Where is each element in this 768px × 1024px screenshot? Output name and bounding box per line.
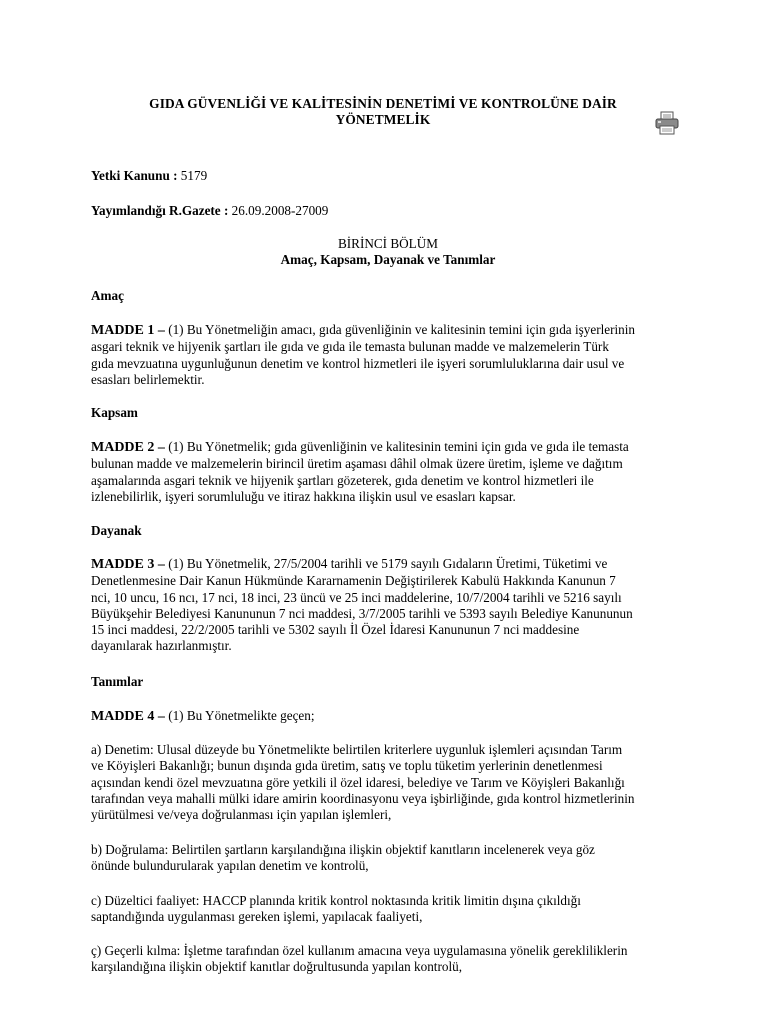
madde-1-line: gıda mevzuatına uygunluğunun denetim ve kontrol hizmetleri ile işyeri sorumluluklarına dair usul ve xyxy=(91,355,625,371)
printer-icon[interactable] xyxy=(654,111,680,135)
madde-4 xyxy=(91,708,685,725)
title-line-2: YÖNETMELİK xyxy=(335,112,431,127)
yayim-gazete xyxy=(91,203,685,219)
madde-3-line: dayanılarak hazırlanmıştır. xyxy=(91,638,232,654)
heading-kapsam: Kapsam xyxy=(91,405,138,420)
definition-cc xyxy=(91,943,685,976)
definition-line: ve Köyişleri Bakanlığı; bunun dışında gıda üretim, satış ve toplu tüketim yerlerinin denetlenmesi xyxy=(91,758,603,774)
madde-3-label: MADDE 3 – xyxy=(91,557,165,572)
madde-2-line: izlenebilirlik, işyeri sorumluluğu ve itiraz hakkına ilişkin usul ve esasları kapsar. xyxy=(91,488,516,504)
yayim-label: Yayımlandığı R.Gazete : xyxy=(91,203,229,218)
title-line-1: GIDA GÜVENLİĞİ VE KALİTESİNİN DENETİMİ VE KONTROLÜNE DAİR xyxy=(149,96,617,111)
madde-3-line: Büyükşehir Belediyesi Kanununun 7 nci maddesi, 3/7/2005 tarihli ve 5393 sayılı Belediye Kanununun xyxy=(91,605,633,621)
heading-amac: Amaç xyxy=(91,288,124,303)
madde-3 xyxy=(91,556,685,655)
madde-2-line: aşamalarında asgari teknik ve hijyenik şartları gözeterek, gıda denetim ve kontrol hizmetleri ile xyxy=(91,472,594,488)
definition-line: tarafından veya mahalli mülki idare amirin koordinasyonu veya işbirliğinde, gıda kontrol hizmetlerinin xyxy=(91,790,635,806)
definition-c xyxy=(91,893,685,926)
madde-1-line: MADDE 1 – (1) Bu Yönetmeliğin amacı, gıda güvenliğinin ve kalitesinin temini için gıda işyerlerinin xyxy=(91,322,636,338)
madde-2 xyxy=(91,439,685,505)
madde-4-label: MADDE 4 – xyxy=(91,709,165,724)
part-heading xyxy=(91,236,685,269)
definition-line: açısından kendi özel mevzuatına göre yetkili il özel idaresi, belediye ve Tarım ve Köyişleri Bakanlığı xyxy=(91,774,625,790)
definition-a xyxy=(91,742,685,823)
madde-3-line: 15 inci maddesi, 22/2/2005 tarihli ve 5302 sayılı İl Özel İdaresi Kanununun 7 nci maddesine xyxy=(91,622,580,638)
madde-1-label: MADDE 1 – xyxy=(91,323,165,338)
madde-1 xyxy=(91,322,685,388)
madde-3-line: Denetlenmesine Dair Kanun Hükmünde Kararnamenin Değiştirilerek Kabulü Hakkında Kanunun 7 xyxy=(91,573,616,589)
yetki-label: Yetki Kanunu : xyxy=(91,168,178,183)
definition-line: saptandığında uygulanması gereken işlemi, yapılacak faaliyeti, xyxy=(91,909,423,925)
madde-3-line: nci, 10 uncu, 16 ncı, 17 nci, 18 inci, 23 üncü ve 25 inci maddelerine, 10/7/2004 tarihli ve 5216 sayılı xyxy=(91,589,622,605)
madde-1-line: asgari teknik ve hijyenik şartları ile gıda ve gıda ile temasta bulunan madde ve malzemelerin Türk xyxy=(91,339,609,355)
definition-line: ç) Geçerli kılma: İşletme tarafından özel kullanım amacına veya uygulamasına yönelik gerekliliklerin xyxy=(91,943,628,958)
definition-line: yürütülmesi ve/veya doğrulanması için yapılan işlemleri, xyxy=(91,807,392,823)
yayim-value: 26.09.2008-27009 xyxy=(231,203,329,218)
madde-2-label: MADDE 2 – xyxy=(91,440,165,455)
madde-2-line: bulunan madde ve malzemelerin birincil üretim aşaması dâhil olmak üzere üretim, işleme ve dağıtım xyxy=(91,456,623,472)
madde-4-text: (1) Bu Yönetmelikte geçen; xyxy=(168,708,315,723)
definition-line: önünde bulundurularak yapılan denetim ve kontrolü, xyxy=(91,858,369,874)
document-title xyxy=(115,96,651,128)
definition-line: karşılandığına ilişkin objektif kanıtlar doğrultusunda yapılan kontrolü, xyxy=(91,959,463,975)
part-subtitle: Amaç, Kapsam, Dayanak ve Tanımlar xyxy=(280,252,496,268)
definition-line: a) Denetim: Ulusal düzeyde bu Yönetmelikte belirtilen kriterlere uygunluk işlemleri açısından Tarım xyxy=(91,742,623,757)
yetki-value: 5179 xyxy=(180,168,208,183)
heading-tanimlar: Tanımlar xyxy=(91,674,144,689)
madde-2-line: MADDE 2 – (1) Bu Yönetmelik; gıda güvenliğinin ve kalitesinin temini için gıda ve gıda ile temasta xyxy=(91,439,629,455)
definition-line: c) Düzeltici faaliyet: HACCP planında kritik kontrol noktasında kritik limitin dışına çıkıldığı xyxy=(91,893,581,908)
yetki-kanunu xyxy=(91,168,685,184)
madde-3-line: MADDE 3 – (1) Bu Yönetmelik, 27/5/2004 tarihli ve 5179 sayılı Gıdaların Üretimi, Tüketimi ve xyxy=(91,556,608,572)
definition-b xyxy=(91,842,685,875)
definition-line: b) Doğrulama: Belirtilen şartların karşılandığına ilişkin objektif kanıtların incelenerek veya göz xyxy=(91,842,595,857)
part-title: BİRİNCİ BÖLÜM xyxy=(337,236,438,251)
heading-dayanak: Dayanak xyxy=(91,523,142,538)
madde-1-line: esasları belirlemektir. xyxy=(91,371,205,387)
